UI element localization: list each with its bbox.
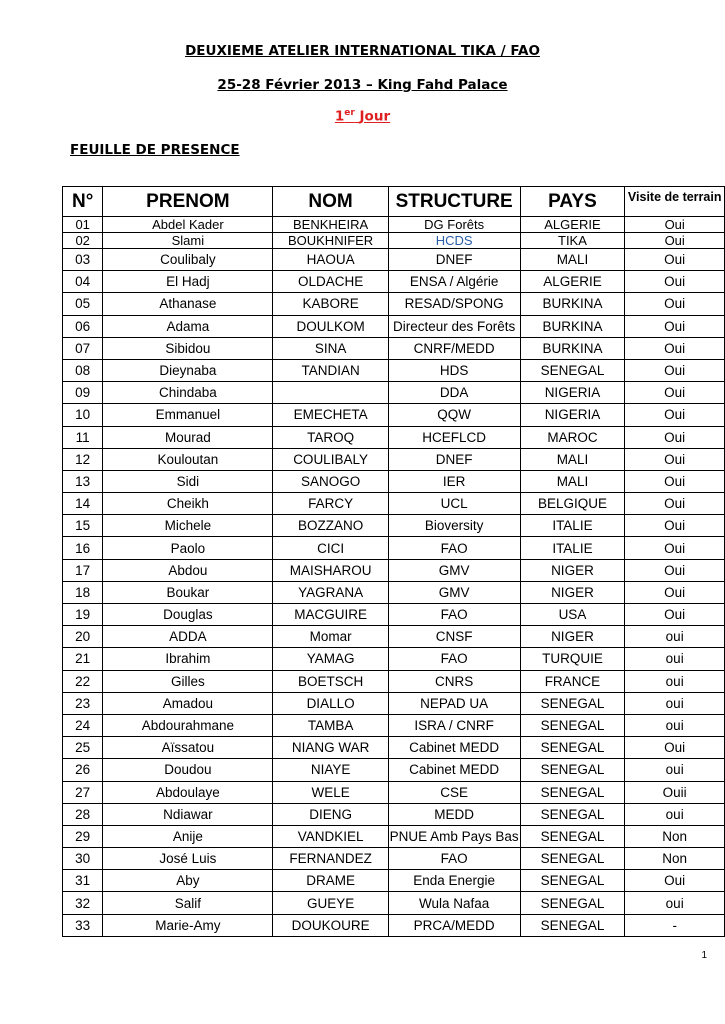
cell-pays: NIGER [520,626,625,648]
table-row [63,493,725,515]
cell-pays: MALI [520,448,625,470]
table-row [63,426,725,448]
cell-number: 05 [63,293,103,315]
table-row [63,559,725,581]
cell-number: 20 [63,626,103,648]
cell-visite: Oui [625,249,725,271]
event-dates: 25-28 Février 2013 – King Fahd Palace [217,77,508,93]
cell-visite: Oui [625,604,725,626]
table-row [63,648,725,670]
cell-number: 18 [63,581,103,603]
cell-structure: CSE [388,781,520,803]
table-row [63,581,725,603]
cell-number: 31 [63,870,103,892]
cell-number: 30 [63,848,103,870]
cell-nom: VANDKIEL [273,825,388,847]
cell-number: 01 [63,217,103,233]
table-row [63,315,725,337]
cell-pays: USA [520,604,625,626]
cell-prenom: Sibidou [103,337,273,359]
cell-number: 07 [63,337,103,359]
cell-prenom: Sidi [103,470,273,492]
table-row [63,515,725,537]
cell-nom: TANDIAN [273,359,388,381]
cell-structure: FAO [388,848,520,870]
cell-structure: DNEF [388,249,520,271]
cell-pays: BELGIQUE [520,493,625,515]
cell-nom: GUEYE [273,892,388,914]
cell-pays: ALGERIE [520,217,625,233]
table-row [63,803,725,825]
cell-visite: Oui [625,870,725,892]
cell-structure: Enda Energie [388,870,520,892]
cell-structure: Bioversity [388,515,520,537]
cell-pays: NIGER [520,581,625,603]
cell-visite: Oui [625,581,725,603]
cell-prenom: Abdoulaye [103,781,273,803]
cell-structure: FAO [388,604,520,626]
table-row [63,825,725,847]
cell-pays: TURQUIE [520,648,625,670]
cell-structure: DNEF [388,448,520,470]
cell-prenom: Anije [103,825,273,847]
cell-pays: ALGERIE [520,271,625,293]
cell-visite: Oui [625,217,725,233]
cell-number: 09 [63,382,103,404]
cell-visite: Oui [625,271,725,293]
cell-pays: SENEGAL [520,848,625,870]
cell-visite: Oui [625,359,725,381]
cell-number: 06 [63,315,103,337]
cell-prenom: Cheikh [103,493,273,515]
cell-nom [273,382,388,404]
cell-structure: IER [388,470,520,492]
cell-number: 04 [63,271,103,293]
cell-prenom: Boukar [103,581,273,603]
cell-pays: SENEGAL [520,759,625,781]
cell-number: 03 [63,249,103,271]
cell-nom: DIENG [273,803,388,825]
cell-number: 25 [63,737,103,759]
table-row [63,737,725,759]
cell-pays: SENEGAL [520,825,625,847]
cell-nom: DOUKOURE [273,914,388,936]
cell-pays: TIKA [520,233,625,249]
cell-visite: oui [625,648,725,670]
cell-structure: FAO [388,537,520,559]
cell-structure: FAO [388,648,520,670]
cell-structure: UCL [388,493,520,515]
cell-pays: SENEGAL [520,892,625,914]
cell-nom: DOULKOM [273,315,388,337]
cell-nom: SINA [273,337,388,359]
cell-number: 08 [63,359,103,381]
day-superscript: er [344,108,355,118]
table-row [63,781,725,803]
table-body [63,217,725,937]
cell-pays: SENEGAL [520,737,625,759]
column-header-structure: STRUCTURE [388,187,520,217]
cell-visite: Oui [625,382,725,404]
cell-prenom: Marie-Amy [103,914,273,936]
cell-number: 27 [63,781,103,803]
cell-nom: NIANG WAR [273,737,388,759]
cell-nom: MAISHAROU [273,559,388,581]
cell-structure: PRCA/MEDD [388,914,520,936]
cell-prenom: Abdou [103,559,273,581]
cell-structure: Cabinet MEDD [388,737,520,759]
table-row [63,848,725,870]
cell-structure: NEPAD UA [388,692,520,714]
cell-visite: Oui [625,470,725,492]
cell-prenom: Paolo [103,537,273,559]
column-header-pays: PAYS [520,187,625,217]
cell-prenom: Slami [103,233,273,249]
cell-number: 16 [63,537,103,559]
cell-pays: SENEGAL [520,781,625,803]
cell-structure: QQW [388,404,520,426]
cell-structure: HCDS [388,233,520,249]
cell-number: 13 [63,470,103,492]
cell-pays: SENEGAL [520,870,625,892]
cell-pays: ITALIE [520,537,625,559]
cell-number: 33 [63,914,103,936]
cell-number: 22 [63,670,103,692]
cell-pays: MALI [520,249,625,271]
cell-number: 14 [63,493,103,515]
cell-visite: Oui [625,559,725,581]
column-header-prenom: PRENOM [103,187,273,217]
cell-prenom: Adama [103,315,273,337]
table-row [63,359,725,381]
cell-number: 28 [63,803,103,825]
cell-structure: HCEFLCD [388,426,520,448]
table-row [63,217,725,233]
cell-pays: FRANCE [520,670,625,692]
cell-pays: SENEGAL [520,714,625,736]
cell-nom: TAROQ [273,426,388,448]
cell-prenom: ADDA [103,626,273,648]
cell-structure: Cabinet MEDD [388,759,520,781]
table-row [63,448,725,470]
cell-nom: MACGUIRE [273,604,388,626]
cell-number: 26 [63,759,103,781]
cell-nom: BOZZANO [273,515,388,537]
cell-nom: BOUKHNIFER [273,233,388,249]
cell-pays: NIGER [520,559,625,581]
table-row [63,404,725,426]
cell-prenom: Abdourahmane [103,714,273,736]
table-row [63,692,725,714]
cell-visite: Oui [625,493,725,515]
cell-visite: Oui [625,337,725,359]
column-header-visite: Visite de terrain [625,187,725,217]
cell-prenom: Abdel Kader [103,217,273,233]
table-row [63,337,725,359]
cell-pays: SENEGAL [520,359,625,381]
cell-nom: YAGRANA [273,581,388,603]
table-row [63,537,725,559]
cell-pays: MALI [520,470,625,492]
cell-structure: DG Forêts [388,217,520,233]
column-header-nom: NOM [273,187,388,217]
cell-pays: NIGERIA [520,404,625,426]
cell-pays: NIGERIA [520,382,625,404]
table-header-row [63,187,725,217]
table-row [63,759,725,781]
cell-number: 17 [63,559,103,581]
cell-prenom: Ndiawar [103,803,273,825]
cell-visite: Oui [625,233,725,249]
cell-visite: Oui [625,515,725,537]
table-row [63,470,725,492]
cell-number: 23 [63,692,103,714]
cell-number: 11 [63,426,103,448]
cell-number: 21 [63,648,103,670]
cell-prenom: Aïssatou [103,737,273,759]
column-header-number: N° [63,187,103,217]
cell-nom: KABORE [273,293,388,315]
cell-structure: GMV [388,559,520,581]
cell-nom: WELE [273,781,388,803]
cell-pays: BURKINA [520,315,625,337]
cell-visite: Non [625,848,725,870]
cell-prenom: Kouloutan [103,448,273,470]
cell-nom: DRAME [273,870,388,892]
cell-prenom: Salif [103,892,273,914]
cell-prenom: José Luis [103,848,273,870]
cell-nom: CICI [273,537,388,559]
cell-visite: Non [625,825,725,847]
table-row [63,271,725,293]
cell-number: 19 [63,604,103,626]
cell-pays: ITALIE [520,515,625,537]
cell-prenom: Aby [103,870,273,892]
cell-prenom: Ibrahim [103,648,273,670]
day-heading [0,108,725,125]
table-row [63,670,725,692]
cell-structure: Wula Nafaa [388,892,520,914]
cell-pays: SENEGAL [520,914,625,936]
cell-structure: ENSA / Algérie [388,271,520,293]
cell-visite: oui [625,714,725,736]
cell-structure: HDS [388,359,520,381]
cell-number: 24 [63,714,103,736]
cell-pays: SENEGAL [520,803,625,825]
cell-prenom: Gilles [103,670,273,692]
cell-nom: EMECHETA [273,404,388,426]
cell-prenom: Athanase [103,293,273,315]
cell-nom: FARCY [273,493,388,515]
page-number: 1 [701,950,707,961]
cell-prenom: Mourad [103,426,273,448]
cell-prenom: El Hadj [103,271,273,293]
cell-nom: TAMBA [273,714,388,736]
cell-visite: Oui [625,404,725,426]
cell-visite: oui [625,692,725,714]
cell-nom: SANOGO [273,470,388,492]
day-word: Jour [359,108,391,125]
cell-structure: CNSF [388,626,520,648]
cell-nom: Momar [273,626,388,648]
cell-pays: BURKINA [520,293,625,315]
cell-prenom: Emmanuel [103,404,273,426]
table-row [63,382,725,404]
cell-prenom: Douglas [103,604,273,626]
cell-nom: BENKHEIRA [273,217,388,233]
cell-visite: - [625,914,725,936]
cell-pays: BURKINA [520,337,625,359]
cell-prenom: Doudou [103,759,273,781]
document-title: DEUXIEME ATELIER INTERNATIONAL TIKA / FAO [185,43,540,59]
table-row [63,914,725,936]
cell-structure: MEDD [388,803,520,825]
cell-number: 02 [63,233,103,249]
cell-nom: NIAYE [273,759,388,781]
table-row [63,714,725,736]
cell-prenom: Dieynaba [103,359,273,381]
cell-structure: DDA [388,382,520,404]
cell-prenom: Michele [103,515,273,537]
cell-prenom: Chindaba [103,382,273,404]
cell-structure: CNRS [388,670,520,692]
cell-prenom: Coulibaly [103,249,273,271]
cell-pays: MAROC [520,426,625,448]
cell-visite: oui [625,803,725,825]
table-row [63,249,725,271]
table-row [63,892,725,914]
cell-structure: ISRA / CNRF [388,714,520,736]
cell-nom: HAOUA [273,249,388,271]
cell-visite: Oui [625,537,725,559]
cell-nom: DIALLO [273,692,388,714]
cell-visite: oui [625,670,725,692]
cell-number: 10 [63,404,103,426]
cell-number: 29 [63,825,103,847]
cell-structure: PNUE Amb Pays Bas [388,825,520,847]
cell-visite: oui [625,759,725,781]
cell-nom: COULIBALY [273,448,388,470]
table-row [63,233,725,249]
cell-nom: OLDACHE [273,271,388,293]
cell-nom: YAMAG [273,648,388,670]
cell-number: 32 [63,892,103,914]
table-row [63,870,725,892]
day-number: 1 [334,108,345,125]
cell-visite: oui [625,892,725,914]
cell-number: 12 [63,448,103,470]
cell-nom: FERNANDEZ [273,848,388,870]
cell-structure: GMV [388,581,520,603]
table-row [63,604,725,626]
cell-structure: Directeur des Forêts [388,315,520,337]
cell-pays: SENEGAL [520,692,625,714]
cell-prenom: Amadou [103,692,273,714]
table-row [63,293,725,315]
cell-visite: Oui [625,293,725,315]
cell-nom: BOETSCH [273,670,388,692]
sheet-title: FEUILLE DE PRESENCE [70,142,240,158]
cell-number: 15 [63,515,103,537]
cell-structure: RESAD/SPONG [388,293,520,315]
cell-visite: Oui [625,737,725,759]
cell-visite: Oui [625,448,725,470]
cell-visite: Oui [625,315,725,337]
cell-structure: CNRF/MEDD [388,337,520,359]
cell-visite: Oui [625,426,725,448]
table-row [63,626,725,648]
attendance-table [62,186,725,937]
cell-visite: oui [625,626,725,648]
cell-visite: Ouii [625,781,725,803]
